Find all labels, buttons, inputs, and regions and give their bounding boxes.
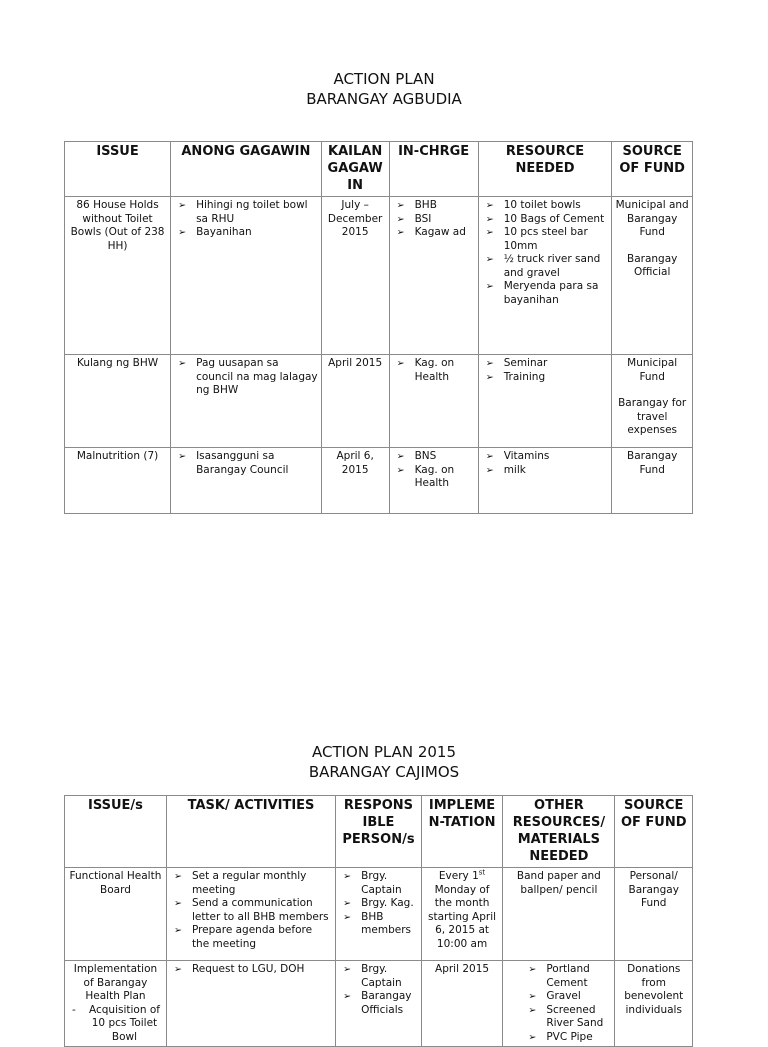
plan1-table (64, 141, 693, 514)
list-item: ➢ Kag. on Health (415, 357, 475, 384)
list-item: ➢ Kag. on Health (415, 464, 475, 491)
list-item: ➢ Set a regular monthly meeting (192, 870, 332, 897)
incharge-cell (389, 448, 478, 514)
incharge-cell (389, 197, 478, 355)
actions-cell (171, 448, 322, 514)
impl-text: Monday of the month starting April 6, 2015 at 10:00 am (428, 883, 497, 950)
issue-cell: Functional Health Board (65, 868, 167, 961)
issue-text: Implementation of Barangay Health Plan (73, 963, 158, 1002)
column-header: IN-CHRGE (389, 142, 478, 197)
column-header: SOURCE OF FUND (615, 796, 693, 868)
table-row (65, 961, 693, 1047)
materials-cell: Band paper and ballpen/ pencil (503, 868, 615, 961)
list-item: ➢ BSI (415, 213, 475, 227)
list-item: ➢ 10 toilet bowls (504, 199, 609, 213)
actions-cell (171, 355, 322, 448)
resources-cell (478, 355, 612, 448)
actions-cell (171, 197, 322, 355)
list-item: ➢ Screened River Sand (546, 1004, 611, 1031)
plan2-title: ACTION PLAN 2015 (311, 743, 457, 761)
list-item: ➢ Portland Cement (546, 963, 611, 990)
list-item: ➢ Seminar (504, 357, 609, 371)
column-header: OTHER RESOURCES/ MATERIALS NEEDED (503, 796, 615, 868)
list-item: ➢ BNS (415, 450, 475, 464)
fund-text: Municipal and Barangay Fund (615, 199, 689, 238)
issue-cell: Kulang ng BHW (65, 355, 171, 448)
table-row (65, 197, 693, 355)
resources-cell (478, 197, 612, 355)
plan1-subtitle: BARANGAY AGBUDIA (306, 90, 462, 108)
when-cell: April 2015 (321, 355, 389, 448)
list-item: ➢ Isasangguni sa Barangay Council (196, 450, 318, 477)
list-item: ➢ Training (504, 371, 609, 385)
fund-cell: Donations from benevolent individuals (615, 961, 693, 1047)
list-item: ➢ Brgy. Captain (361, 870, 418, 897)
list-item: ➢ BHB (415, 199, 475, 213)
impl-text: Every 1 (438, 870, 479, 882)
incharge-cell (389, 355, 478, 448)
column-header: ANONG GAGAWIN (171, 142, 322, 197)
list-item: ➢ Meryenda para sa bayanihan (504, 280, 609, 307)
column-header: ISSUE (65, 142, 171, 197)
column-header: TASK/ ACTIVITIES (166, 796, 335, 868)
when-cell: July – December 2015 (321, 197, 389, 355)
list-item: ➢ Barangay Officials (361, 990, 418, 1017)
list-item: ➢ Pag uusapan sa council na mag lalagay ng BHW (196, 357, 318, 398)
issue-cell: Malnutrition (7) (65, 448, 171, 514)
list-item: - Acquisition of 10 pcs Toilet Bowl (86, 1004, 163, 1045)
fund-text: Barangay Fund (626, 450, 678, 476)
fund-text: Barangay for travel expenses (618, 397, 687, 436)
persons-cell (336, 961, 422, 1047)
column-header: IMPLEME N-TATION (421, 796, 503, 868)
implementation-cell: April 2015 (421, 961, 503, 1047)
list-item: ➢ Gravel (546, 990, 611, 1004)
plan2-header-row (65, 796, 693, 868)
list-item: ➢ Bayanihan (196, 226, 318, 240)
list-item: ➢ Kagaw ad (415, 226, 475, 240)
fund-cell (612, 355, 693, 448)
fund-cell (612, 448, 693, 514)
list-item: ➢ Brgy. Captain (361, 963, 418, 990)
list-item: ➢ 10 Bags of Cement (504, 213, 609, 227)
issue-cell (65, 961, 167, 1047)
column-header: RESPONS IBLE PERSON/s (336, 796, 422, 868)
column-header: RESOURCE NEEDED (478, 142, 612, 197)
resources-cell (478, 448, 612, 514)
fund-cell: Personal/ Barangay Fund (615, 868, 693, 961)
persons-cell (336, 868, 422, 961)
list-item: ➢ Brgy. Kag. (361, 897, 418, 911)
list-item: ➢ 10 pcs steel bar 10mm (504, 226, 609, 253)
list-item: ➢ Hihingi ng toilet bowl sa RHU (196, 199, 318, 226)
tasks-cell (166, 961, 335, 1047)
list-item: ➢ PVC Pipe (546, 1031, 611, 1045)
plan1-header-row (65, 142, 693, 197)
tasks-cell (166, 868, 335, 961)
materials-cell (503, 961, 615, 1047)
impl-superscript: st (478, 868, 486, 877)
table-row (65, 448, 693, 514)
fund-cell (612, 197, 693, 355)
list-item: ➢ Send a communication letter to all BHB members (192, 897, 332, 924)
table-row (65, 868, 693, 961)
issue-cell: 86 House Holds without Toilet Bowls (Out of 238 HH) (65, 197, 171, 355)
column-header: KAILAN GAGAW IN (321, 142, 389, 197)
list-item: ➢ Vitamins (504, 450, 609, 464)
plan2-table (64, 795, 693, 1047)
plan1-title: ACTION PLAN (333, 70, 435, 88)
implementation-cell (421, 868, 503, 961)
list-item: ➢ Request to LGU, DOH (192, 963, 332, 977)
list-item: ➢ Prepare agenda before the meeting (192, 924, 332, 951)
table-row (65, 355, 693, 448)
plan2-subtitle: BARANGAY CAJIMOS (308, 763, 460, 781)
fund-text: Municipal Fund (627, 357, 678, 383)
list-item: ➢ ½ truck river sand and gravel (504, 253, 609, 280)
list-item: ➢ milk (504, 464, 609, 478)
fund-text: Barangay Official (626, 252, 678, 278)
when-cell: April 6, 2015 (321, 448, 389, 514)
column-header: SOURCE OF FUND (612, 142, 693, 197)
column-header: ISSUE/s (65, 796, 167, 868)
list-item: ➢ BHB members (361, 911, 418, 938)
